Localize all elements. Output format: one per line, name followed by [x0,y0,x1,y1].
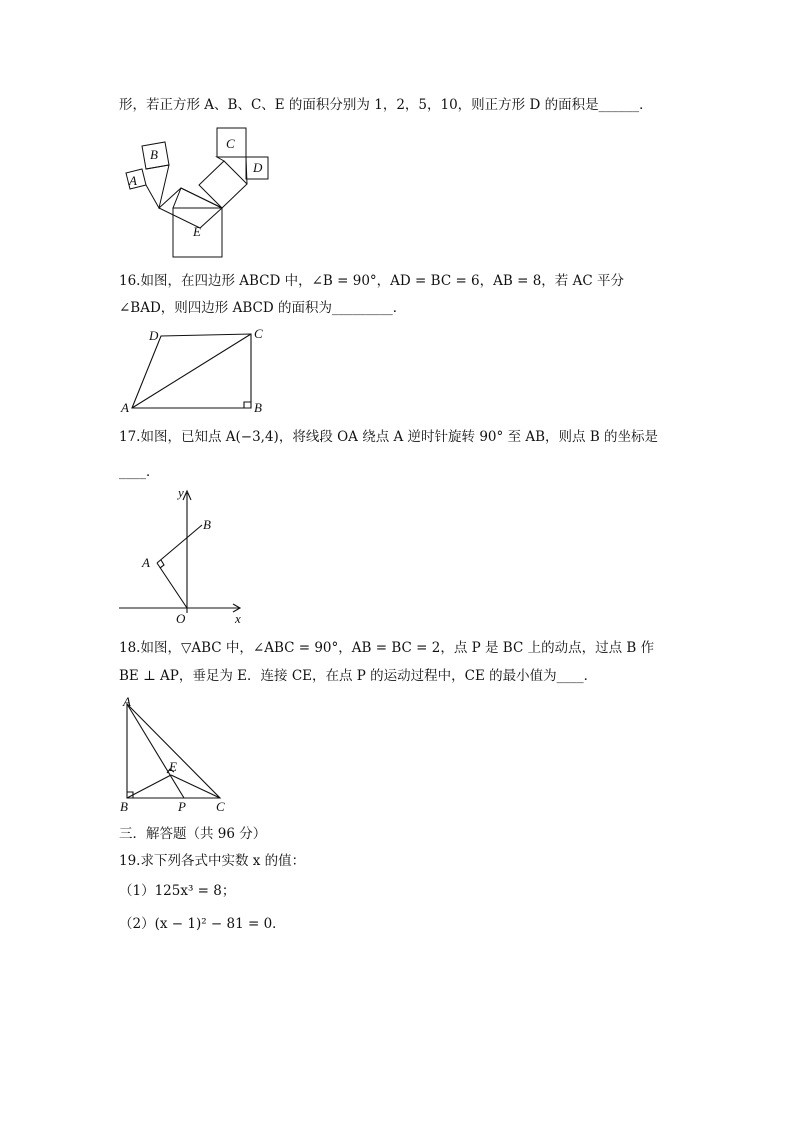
q16-line2: ∠BAD，则四边形 ABCD 的面积为_________． [119,300,407,316]
q18-line1: 18.如图，▽ABC 中，∠ABC = 90°，AB = BC = 2，点 P 是 BC 上的动点，过点 B 作 [119,640,655,656]
q16-label-c: C [254,326,263,341]
q17-label-x: x [235,611,241,626]
label-c: C [226,136,235,151]
q18-label-a: A [123,694,131,709]
q17-line1: 17.如图，已知点 A(−3,4)，将线段 OA 绕点 A 逆时针旋转 90° 至 AB，则点 B 的坐标是 [119,429,659,445]
q17-label-y: y [178,485,184,500]
q17-label-o: O [176,611,186,626]
triangle-left [173,188,222,208]
label-a: A [129,173,137,188]
q19-part2: （2）(x − 1)² − 81 = 0． [119,916,286,932]
square-right-upper [199,161,247,208]
q18-label-e: E [169,759,177,774]
q17-line2: ____． [119,464,160,480]
q16-figure [118,326,268,416]
q15-text: 形，若正方形 A、B、C、E 的面积分别为 1，2，5，10，则正方形 D 的面积是______． [119,97,653,113]
section-heading: 三．解答题（共 96 分） [119,826,267,842]
q18-line2: BE ⊥ AP，垂足为 E．连接 CE，在点 P 的运动过程中，CE 的最小值为____． [119,668,598,684]
q19-stem: 19.求下列各式中实数 x 的值： [119,853,306,869]
q17-label-a: A [142,555,150,570]
q18-label-b: B [120,799,128,814]
q19-part1: （1）125x³ = 8； [119,883,236,899]
label-b: B [150,147,158,162]
q16-line1: 16.如图，在四边形 ABCD 中，∠B = 90°，AD = BC = 6，AB = 8，若 AC 平分 [119,273,624,289]
q15-figure [120,124,280,254]
q18-label-p: P [178,799,186,814]
q17-label-b: B [203,517,211,532]
label-d: D [253,160,263,175]
label-e: E [193,224,201,239]
q16-label-b: B [254,400,262,415]
q18-figure [117,694,237,819]
q17-figure [119,485,259,625]
q18-label-c: C [216,799,225,814]
q16-label-a: A [121,400,129,415]
q16-label-d: D [149,328,159,343]
